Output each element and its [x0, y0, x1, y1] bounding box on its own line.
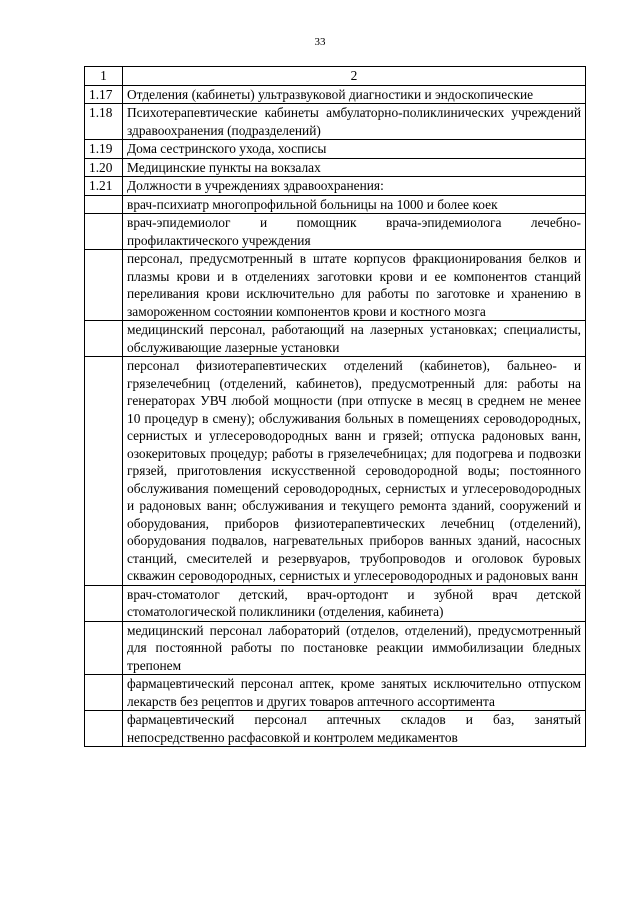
row-text: фармацевтический персонал аптечных складов и баз, занятый непосредственно расфасовкой и контролем медикаментов — [123, 711, 586, 747]
page-number: 33 — [314, 36, 326, 48]
column-header-2: 2 — [123, 67, 586, 86]
row-number — [85, 214, 123, 250]
row-text: врач-психиатр многопрофильной больницы на 1000 и более коек — [123, 195, 586, 214]
row-number — [85, 621, 123, 675]
row-text: персонал физиотерапевтических отделений (кабинетов), бальнео- и грязелечебниц (отделений, кабинетов), предусмотренный для: работы на генераторах УВЧ любой мощности (при отпуске в месяц в среднем не менее 10 процедур в смену); обслуживания больных в помещениях сероводородных, сернистых и углесероводородных ванн и грязей; отпуска радоновых ванн, озокеритовых процедур; работы в грязелечебницах; для подогрева и подвозки грязей, приготовления искусственной сероводородной воды; постоянного обслуживания помещений сероводородных, сернистых и углесероводородных и радоновых ванн; обслуживания и текущего ремонта зданий, сооружений и оборудования, приборов физиотерапевтических лечебниц (отделений), оборудования подвалов, нагревательных приборов ванных зданий, насосных станций, смесителей и резервуаров, трубопроводов и оголовок буровых скважин сероводородных, сернистых и углесероводородных и радоновых ванн — [123, 357, 586, 586]
table-row — [85, 621, 586, 675]
table-row — [85, 104, 586, 140]
document-table — [84, 66, 586, 747]
row-text: Должности в учреждениях здравоохранения: — [123, 177, 586, 196]
table-row — [85, 250, 586, 321]
row-number — [85, 675, 123, 711]
row-number — [85, 585, 123, 621]
table-row — [85, 357, 586, 586]
row-number: 1.20 — [85, 158, 123, 177]
row-text: Отделения (кабинеты) ультразвуковой диагностики и эндоскопические — [123, 85, 586, 104]
row-text: Психотерапевтические кабинеты амбулаторно-поликлинических учреждений здравоохранения (подразделений) — [123, 104, 586, 140]
table-row — [85, 177, 586, 196]
row-number — [85, 711, 123, 747]
row-text: Дома сестринского ухода, хосписы — [123, 140, 586, 159]
table-row — [85, 140, 586, 159]
row-number — [85, 250, 123, 321]
row-text: Медицинские пункты на вокзалах — [123, 158, 586, 177]
row-text: врач-стоматолог детский, врач-ортодонт и зубной врач детской стоматологической поликлиники (отделения, кабинета) — [123, 585, 586, 621]
row-text: медицинский персонал лабораторий (отделов, отделений), предусмотренный для постоянной работы по постановке реакции иммобилизации бледных трепонем — [123, 621, 586, 675]
column-header-1: 1 — [85, 67, 123, 86]
row-number — [85, 357, 123, 586]
row-number — [85, 321, 123, 357]
table-row — [85, 321, 586, 357]
row-text: медицинский персонал, работающий на лазерных установках; специалисты, обслуживающие лазерные установки — [123, 321, 586, 357]
row-number: 1.17 — [85, 85, 123, 104]
table-row — [85, 675, 586, 711]
row-text: фармацевтический персонал аптек, кроме занятых исключительно отпуском лекарств без рецептов и других товаров аптечного ассортимента — [123, 675, 586, 711]
table-header-row — [85, 67, 586, 86]
row-number: 1.18 — [85, 104, 123, 140]
row-number: 1.19 — [85, 140, 123, 159]
row-text: врач-эпидемиолог и помощник врача-эпидемиолога лечебно-профилактического учреждения — [123, 214, 586, 250]
table-row — [85, 585, 586, 621]
row-number: 1.21 — [85, 177, 123, 196]
row-number — [85, 195, 123, 214]
table-row — [85, 158, 586, 177]
table-row — [85, 711, 586, 747]
table-row — [85, 195, 586, 214]
row-text: персонал, предусмотренный в штате корпусов фракционирования белков и плазмы крови и в отделениях заготовки крови и ее компонентов станций переливания крови исключительно для работы по заготовке и хранению в замороженном состоянии компонентов крови и костного мозга — [123, 250, 586, 321]
table-row — [85, 85, 586, 104]
table-row — [85, 214, 586, 250]
